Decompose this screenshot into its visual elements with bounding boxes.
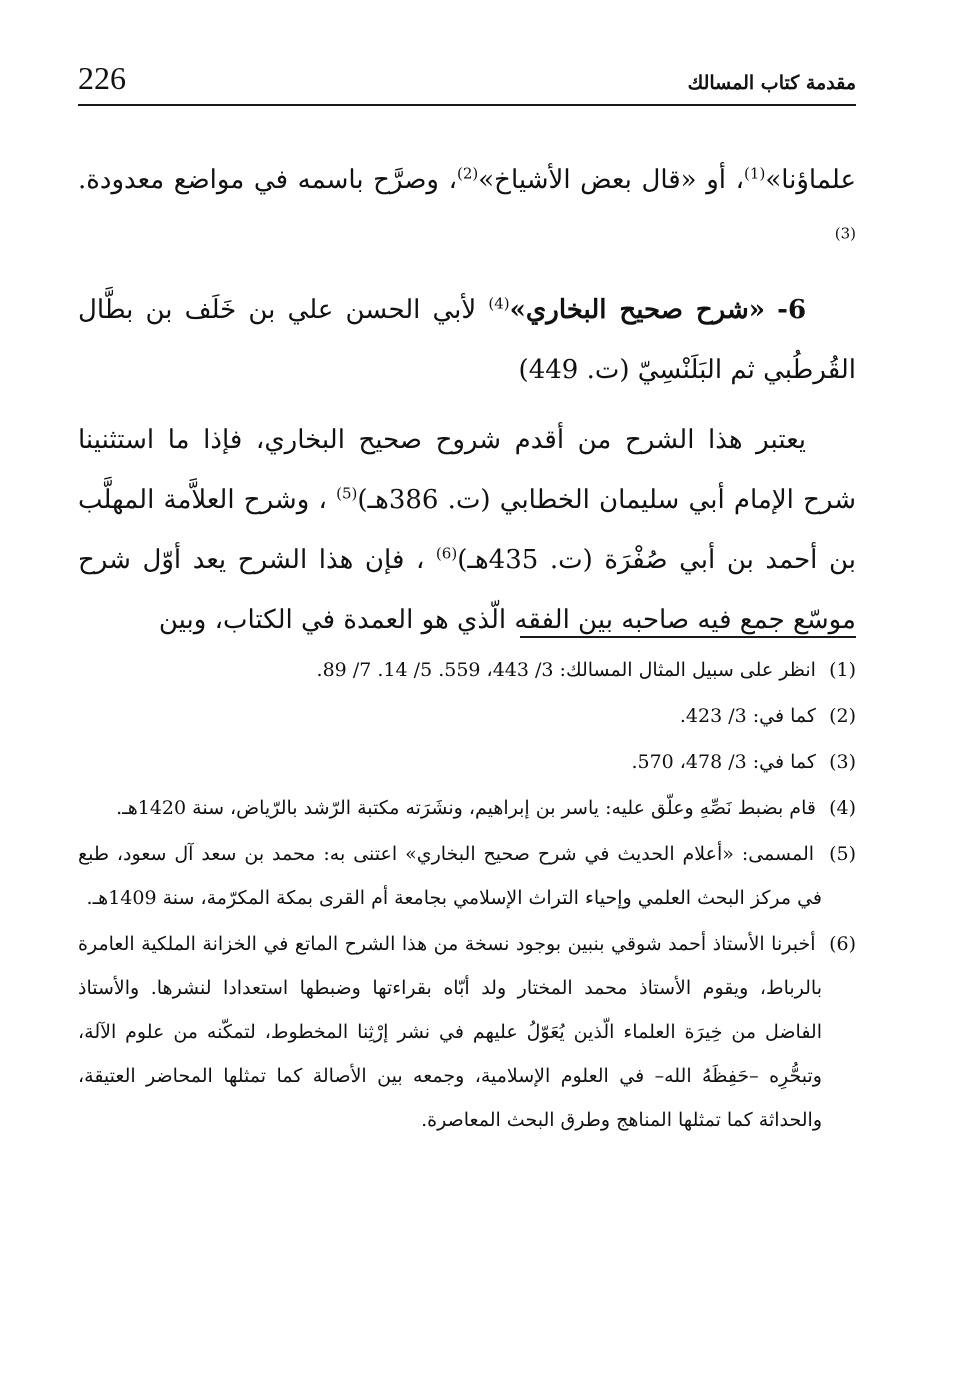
footnote-text: أخبرنا الأستاذ أحمد شوقي بنبين بوجود نسخة من هذا الشرح الماتع في الخزانة الملكية العامرة بالرباط، ويقوم الأستاذ محمد المختار ولد أبّاه بقراءتها وضبطها استعدادا لنشرها. والأستاذ الفاضل من خِيرَة العلماء الّذين يُعَوّلُ عليهم في نشر إرْثِنا المخطوط، لتمكّنه من علوم الآلة، وتبحُّرِه –حَفِظَهُ الله– في العلوم الإسلامية، وجمعه بين الأصالة كما تمثلها المحاضر العتيقة، والحداثة كما تمثلها المناهج وطرق البحث المعاصرة.	[78, 933, 822, 1131]
footnote-item	[78, 922, 856, 1142]
footnote-separator	[520, 636, 856, 638]
running-header-title: مقدمة كتاب المسالك	[687, 72, 856, 94]
footnote-item	[78, 786, 856, 830]
footnote-number: (5)	[829, 843, 856, 865]
page-number: 226	[78, 60, 126, 96]
footnote-text: قام بضبط نَصِّهِ وعلّق عليه: ياسر بن إبراهيم، ونشَرَته مكتبة الرّشد بالرّياض، سنة 1420هـ.	[116, 797, 816, 819]
footnote-ref: (2)	[456, 164, 479, 183]
footnotes	[78, 648, 856, 1144]
text-run: ، وشرح العلاَّمة المهلَّب بن أحمد بن أبي صُفْرَة (ت. 435هـ)	[78, 485, 856, 575]
footnote-number: (6)	[829, 933, 856, 955]
footnote-text: كما في: 3/ 423.	[679, 705, 816, 727]
footnote-text: انظر على سبيل المثال المسالك: 3/ 443، 559. 5/ 14. 7/ 89.	[316, 659, 816, 681]
section-number: 6-	[777, 295, 807, 325]
footnote-ref: (1)	[744, 164, 766, 183]
footnote-number: (4)	[829, 797, 856, 819]
book-page	[78, 0, 856, 1379]
footnote-ref: (5)	[336, 484, 358, 503]
footnote-ref: (3)	[834, 224, 856, 243]
footnote-number: (2)	[829, 705, 856, 727]
footnote-item	[78, 740, 856, 784]
author-info: لأبي الحسن علي بن خَلَف بن بطَّال القُرطُبي ثم البَلَنْسِيّ (ت. 449)	[78, 295, 856, 385]
text-run: ، أو «قال بعض الأشياخ»	[478, 165, 745, 195]
book-title: «شرح صحيح البخاري»	[509, 295, 765, 325]
paragraph-description	[78, 410, 856, 650]
section-heading	[78, 280, 856, 400]
text-run: يعتبر هذا الشرح من أقدم شروح صحيح البخاري، فإذا ما استثنينا شرح الإمام أبي سليمان الخطابي (ت. 386هـ)	[78, 425, 857, 515]
footnote-number: (1)	[829, 659, 856, 681]
running-header	[78, 56, 856, 106]
text-run: ، وصرَّح باسمه في مواضع معدودة.	[78, 165, 457, 195]
text-run: ، فإن هذا الشرح يعد أوّل شرح موسّع جمع فيه صاحبه بين الفقه الّذي هو العمدة في الكتاب، وبين	[78, 545, 856, 635]
text-run: علماؤنا»	[765, 165, 857, 195]
footnote-text: كما في: 3/ 478، 570.	[631, 751, 816, 773]
footnote-number: (3)	[829, 751, 856, 773]
footnote-item	[78, 832, 856, 920]
footnote-item	[78, 694, 856, 738]
paragraph-intro	[78, 150, 856, 270]
footnote-text: المسمى: «أعلام الحديث في شرح صحيح البخاري» اعتنى به: محمد بن سعد آل سعود، طبع في مركز البحث العلمي وإحياء التراث الإسلامي بجامعة أم القرى بمكة المكرّمة، سنة 1409هـ.	[78, 843, 822, 909]
footnote-item	[78, 648, 856, 692]
main-text	[78, 150, 856, 650]
footnote-ref: (6)	[435, 544, 458, 563]
footnote-ref: (4)	[488, 294, 510, 313]
